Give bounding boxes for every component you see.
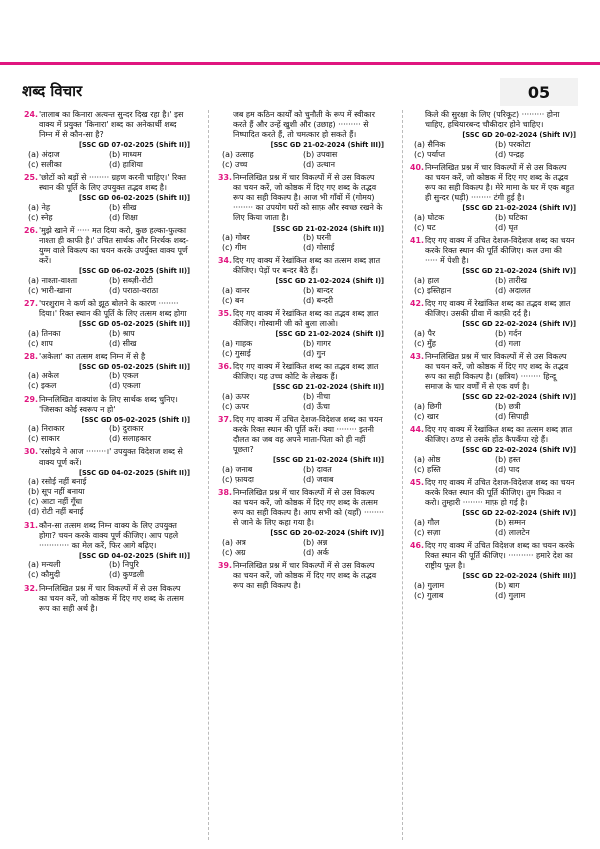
question-head [24,226,190,266]
question-head [218,309,384,329]
options-list [410,581,576,601]
question-text: जब हम कठिन कार्यों को चुनौती के रूप में स्वीकार करते हैं और उन्हें खुशी और (उछाह) ········· से निष्पादित करते हैं, तो चमत्कार हो सकते हैं। [233,110,375,140]
question-block [410,352,576,422]
question-block [24,299,190,349]
question-block [24,584,190,614]
answer-option: (b) श्राप [109,328,135,338]
answer-option: (d) हाशिया [109,159,143,169]
exam-source: [SSC GD 21-02-2024 (Shift I)] [275,277,384,286]
question-number: 35. [218,309,232,319]
question-head [410,352,576,392]
options-list [218,150,384,170]
options-list [410,455,576,475]
answer-option: (b) सूप नहीं बनाया [28,487,85,497]
answer-option: (b) छत्री [495,401,521,411]
answer-option: (a) ओष्ठ [414,454,441,464]
answer-option: (d) अदालत [495,285,531,295]
answer-option: (d) पन्द्रह [495,149,524,159]
question-head [24,173,190,193]
answer-option: (a) नाश्ता-वाश्ता [28,275,77,285]
question-block [24,352,190,392]
answer-option: (c) गुलाब [414,590,444,600]
answer-option: (c) हस्ति [414,464,441,474]
question-block [410,110,576,160]
exam-source: [SSC GD 22-02-2024 (Shift IV)] [462,320,576,329]
page-number: 05 [500,78,578,106]
answer-option: (a) घोटक [414,212,445,222]
answer-option: (d) शिक्षा [109,212,138,222]
answer-option: (c) इकल [28,381,57,391]
answer-option: (c) स्नेह [28,212,53,222]
question-number: 36. [218,361,232,371]
question-number: 33. [218,172,232,182]
exam-source: [SSC GD 21-02-2024 (Shift II)] [273,456,384,465]
answer-option: (c) कौमुदी [28,570,61,580]
options-list [24,203,190,223]
answer-option: (b) नीचा [303,391,331,401]
question-number: 39. [218,561,232,570]
answer-option: (a) अकेल [28,371,59,381]
exam-source: [SSC GD 04-02-2025 (Shift II)] [79,551,190,560]
question-text: निम्नलिखित प्रश्न में चार विकल्पों में से उस विकल्प का चयन करें, जो कोष्ठक में दिए गए शब्द के तद्भव रूप का सही विकल्प है। [233,561,377,591]
question-block [410,541,576,601]
question-block [218,362,384,412]
exam-source: [SSC GD 20-02-2024 (Shift IV)] [462,131,576,140]
answer-option: (b) बान्दर [303,285,334,295]
question-number: 25. [24,172,38,182]
question-block [218,415,384,485]
column-2 [218,110,384,594]
answer-option: (a) रसोई नहीं बनाई [28,477,87,487]
question-head [218,173,384,224]
answer-option: (d) लालटेन [495,527,530,537]
answer-option: (a) उत्साह [222,149,254,159]
question-head [410,110,576,130]
exam-source: [SSC GD 22-02-2024 (Shift IV)] [462,446,576,455]
column-1 [24,110,190,617]
question-number [410,110,425,130]
answer-option: (a) अत्र [222,537,246,547]
question-number: 45. [410,477,424,487]
answer-option: (b) तारीख [495,275,527,285]
exam-source: [SSC GD 21-02-2024 (Shift I)] [275,330,384,339]
answer-option: (a) पैर [414,328,436,338]
exam-source: [SSC GD 21-02-2024 (Shift II)] [273,224,384,233]
answer-option: (a) निराकार [28,424,65,434]
answer-option: (b) परकोटा [495,139,531,149]
question-number: 42. [410,298,424,308]
question-number: 29. [24,394,38,404]
answer-option: (d) गोसाई [303,243,335,253]
exam-source: [SSC GD 07-02-2025 (Shift II)] [79,141,190,150]
options-list [410,329,576,349]
options-list [24,276,190,296]
question-block [410,478,576,538]
question-head [410,478,576,508]
answer-option: (c) गुसाई [222,348,251,358]
question-number: 34. [218,256,232,266]
answer-option: (b) निपुरि [109,560,139,570]
answer-option: (c) घट [414,222,436,232]
answer-option: (c) गीम [222,243,247,253]
question-head [410,163,576,203]
question-block [218,256,384,306]
question-text: दिए गए वाक्य में रेखांकित शब्द का तत्सम शब्द ज्ञात कीजिए। पेड़ों पर बन्दर बैठे हैं। [233,256,381,276]
question-block [218,309,384,359]
top-accent-line [0,62,600,65]
answer-option: (a) जनाब [222,464,253,474]
question-text: दिए गए वाक्य में उचित देशज-विदेशज शब्द का चयन करके रिक्त स्थान की पूर्ति करें। क्या ········ इतनी दौलत का जब वह अपने माता-पिता को ही नहीं पूछता? [233,414,383,455]
options-list [410,213,576,233]
question-text: निम्नलिखित प्रश्न में चार विकल्पों में से उस विकल्प का चयन करें, जो कोष्ठक में दिए गए शब्द के तद्भव रूप का सही विकल्प है। (क्षत्रिय) ········ हिन्दू समाज के चार वर्णों में से एक वर्ण है। [425,351,569,392]
question-head [218,488,384,528]
exam-source: [SSC GD 21-02-2024 (Shift IV)] [462,267,576,276]
question-number: 37. [218,414,232,424]
answer-option: (c) खार [414,411,439,421]
question-head [24,584,190,614]
page-header [22,78,578,106]
answer-option: (b) दावत [303,464,332,474]
question-text: दिए गए वाक्य में रेखांकित शब्द का तत्सम शब्द ज्ञात कीजिए। ठण्ड से उसके होंठ कैपकँपा रहे हैं। [425,424,573,445]
answer-option: (d) अर्क [303,547,329,557]
question-text: 'मुझे खाने में ····· मत दिया करो, कुछ हल्का-फुल्का नाश्ता ही काफी है।' उचित सार्थक और निरर्थक शब्द-युग्म वाले विकल्प का चयन करके उपर्युक्त वाक्य पूर्ण करें। [39,225,189,266]
answer-option: (d) उत्थान [303,159,336,169]
question-head [24,299,190,319]
question-number: 46. [410,540,424,550]
answer-option: (b) एकल [109,371,139,381]
question-head [24,521,190,551]
question-columns [24,110,576,840]
answer-option: (c) सज़ा [414,527,441,537]
answer-option: (a) गोबर [222,232,250,242]
question-text: दिए गए वाक्य में रेखांकित शब्द का तद्भव शब्द ज्ञात कीजिए। यह उच्च कोटि के लेखक हैं। [233,361,379,382]
answer-option: (d) ऊँचा [303,401,330,411]
answer-option: (c) भारी-खाना [28,285,72,295]
exam-source: [SSC GD 21-02-2024 (Shift II)] [273,383,384,392]
answer-option: (b) गागर [303,338,331,348]
options-list [218,465,384,485]
answer-option: (c) साकार [28,434,60,444]
question-number: 40. [410,162,424,172]
answer-option: (a) मन्यली [28,560,61,570]
question-number: 44. [410,424,424,434]
question-block [24,521,190,581]
question-number: 41. [410,235,424,245]
answer-option: (c) फ़ायदा [222,474,254,484]
question-text: 'छोटों को बड़ों से ········ ग्रहण करनी चाहिए।' रिक्त स्थान की पूर्ति के लिए उपयुक्त तद्भव शब्द है। [39,172,186,193]
question-number: 32. [24,583,38,593]
answer-option: (d) गुलाम [495,590,526,600]
answer-option: (d) कुण्डली [109,570,145,580]
answer-option: (b) घरनी [303,232,331,242]
question-text: दिए गए वाक्य में उचित देशज-विदेशज शब्द का चयन करके रिक्त स्थान की पूर्ति कीजिए। तुम फिक्रा न करो। तुम्हारी ········ माफ़ हो गई है। [425,477,575,508]
answer-option: (c) मुँह [414,338,436,348]
answer-option: (b) सम्मन [495,517,526,527]
options-list [24,424,190,444]
answer-option: (c) आटा नहीं गूँधा [28,497,83,507]
answer-option: (c) बन [222,295,244,305]
options-list [218,339,384,359]
question-number [218,110,233,140]
question-text: निम्नलिखित प्रश्न में चार विकल्पों में से उस विकल्प का चयन करें, जो कोष्ठक में दिए गए शब्द के तद्भव रूप का सही विकल्प है। आज भी गाँवों में (गोमय) ········ का उपयोग घरों को साफ़ और स्वच्छ रखने के लिए किया जाता है। [233,172,383,223]
question-text: निम्नलिखित प्रश्न में चार विकल्पों में से उस विकल्प का चयन करें, जो कोष्ठक में दिए गए शब्द के तत्सम रूप का सही अर्थ है। [39,583,184,613]
question-block [24,226,190,296]
exam-source: [SSC GD 21-02-2024 (Shift III)] [270,141,384,150]
question-text: निम्नलिखित वाक्यांश के लिए सार्थक शब्द चुनिए। 'जिसका कोई स्वरूप न हो' [39,394,178,414]
answer-option: (b) अन्न [303,537,328,547]
question-block [218,173,384,253]
question-head [24,395,190,415]
question-block [410,236,576,296]
answer-option: (d) पराठा-वराठा [109,285,159,295]
column-3 [410,110,576,604]
answer-option: (a) गुलाम [414,580,445,590]
chapter-title: शब्द विचार [22,82,83,100]
question-text: दिए गए वाक्य में रेखांकित शब्द का तद्भव शब्द ज्ञात कीजिए। गोस्वामी जी को बुला लाओ। [233,309,379,329]
answer-option: (b) माध्यम [109,149,142,159]
answer-option: (d) सिपाही [495,411,529,421]
answer-option: (a) वानर [222,285,250,295]
answer-option: (d) गला [495,338,521,348]
question-number: 26. [24,225,38,235]
question-head [218,362,384,382]
question-head [410,425,576,445]
answer-option: (c) अग्र [222,547,246,557]
question-text: दिए गए वाक्य में रेखांकित शब्द का तद्भव शब्द ज्ञात कीजिए। उसकी ग्रीवा में काफ़ी दर्द है। [425,298,571,319]
question-number: 27. [24,298,38,308]
options-list [218,286,384,306]
question-number: 31. [24,520,38,530]
question-number: 38. [218,487,232,497]
options-list [24,477,190,517]
question-block [410,425,576,475]
answer-option: (b) सीख [109,202,137,212]
answer-option: (c) शाप [28,338,53,348]
options-list [218,392,384,412]
question-block [24,110,190,170]
answer-option: (a) हाल [414,275,440,285]
answer-option: (b) सब्ज़ी-रोटी [109,275,153,285]
question-number: 43. [410,351,424,361]
question-head [410,236,576,266]
question-block [218,561,384,591]
question-text: दिए गए वाक्य में उचित देशज-विदेशज शब्द का चयन करके रिक्त स्थान की पूर्ति कीजिए। कल उमा की ····· में पेशी है। [425,235,575,266]
answer-option: (d) गुन [303,348,326,358]
answer-option: (d) घृत [495,222,518,232]
options-list [410,402,576,422]
answer-option: (a) गाहक [222,338,253,348]
question-text: दिए गए वाक्य में उचित विदेशज शब्द का चयन करके रिक्त स्थान की पूर्ति कीजिए। ·········· हमारे देश का राष्ट्रीय फूल है। [425,540,575,570]
question-block [24,447,190,517]
options-list [24,371,190,391]
question-text: 'तालाब का किनारा अत्यन्त सुन्दर दिख रहा है।' इस वाक्य में प्रयुक्त 'किनारा' शब्द का अनेकार्थी शब्द निम्न में से कौन-सा है? [39,110,184,140]
answer-option: (d) एकला [109,381,141,391]
exam-source: [SSC GD 22-02-2024 (Shift III)] [462,572,576,581]
options-list [410,140,576,160]
answer-option: (c) उच्च [222,159,248,169]
answer-option: (b) बाग [495,580,520,590]
exam-source: [SSC GD 22-02-2024 (Shift IV)] [462,509,576,518]
question-head [218,256,384,276]
exam-source: [SSC GD 05-02-2025 (Shift II)] [79,362,190,371]
answer-option: (d) बन्दरी [303,295,334,305]
question-text: 'अकेला' का तत्सम शब्द निम्न में से है [39,351,146,361]
answer-option: (c) सलीका [28,159,62,169]
answer-option: (b) हस्त [495,454,521,464]
question-text: कौन-सा तत्सम शब्द निम्न वाक्य के लिए उपयुक्त होगा? चयन करके वाक्य पूर्ण कीजिए। आप पहले ············ का मेल करें, फिर आगे बढ़िए। [39,520,179,550]
question-text: किले की सुरक्षा के लिए (परिकूट) ········· होना चाहिए, हथियारबन्द चौकीदार होने चाहिए। [425,110,560,130]
question-number: 24. [24,110,38,119]
question-head [24,110,190,140]
answer-option: (c) पर्याप्त [414,149,446,159]
answer-option: (a) नेह [28,202,51,212]
options-list [24,329,190,349]
options-list [410,518,576,538]
options-list [24,150,190,170]
answer-option: (a) छिगी [414,401,442,411]
answer-option: (c) ऊपर [222,401,249,411]
question-block [24,395,190,445]
question-text: निम्नलिखित प्रश्न में चार विकल्पों में से उस विकल्प का चयन करें, जो कोष्ठक में दिए गए शब्द के तद्भव रूप का सही विकल्प है। मेरे मामा के घर में एक बहुत ही सुन्दर (घड़ी) ········ टंगी हुई है। [425,162,575,203]
question-text: 'परशुराम ने कर्ण को झूठ बोलने के कारण ········ दिया।' रिक्त स्थान की पूर्ति के लिए तत्सम शब्द होगा [39,298,187,319]
exam-source: [SSC GD 06-02-2025 (Shift II)] [79,267,190,276]
question-head [218,110,384,140]
exam-source: [SSC GD 06-02-2025 (Shift II)] [79,194,190,203]
question-block [218,488,384,558]
question-head [218,561,384,591]
options-list [24,560,190,580]
answer-option: (d) जवाब [303,474,334,484]
exam-source: [SSC GD 05-02-2025 (Shift II)] [79,320,190,329]
question-number: 28. [24,351,38,361]
exam-source: [SSC GD 04-02-2025 (Shift II)] [79,468,190,477]
answer-option: (a) सैनिक [414,139,446,149]
question-head [24,447,190,467]
options-list [218,538,384,558]
answer-option: (d) रोटी नहीं बनाई [28,507,84,517]
question-block [24,173,190,223]
answer-option: (a) तिनका [28,328,61,338]
exam-source: [SSC GD 20-02-2024 (Shift IV)] [270,529,384,538]
answer-option: (b) घटिका [495,212,528,222]
answer-option: (a) अंदाज [28,149,60,159]
answer-option: (b) उपवास [303,149,338,159]
question-block [410,163,576,233]
question-text: 'रसोइये ने आज ········।' उपयुक्त विदेशज शब्द से वाक्य पूर्ण करें। [39,447,183,467]
question-head [218,415,384,455]
answer-option: (b) गर्दन [495,328,522,338]
question-text: निम्नलिखित प्रश्न में चार विकल्पों में से उस विकल्प का चयन करें, जो कोष्ठक में दिए गए शब्द के तत्सम रूप का सही विकल्प है। आप सभी को (यहाँ) ········ से जाने के लिए कहा गया है। [233,487,385,528]
question-head [410,299,576,319]
answer-option: (d) पाद [495,464,520,474]
question-block [410,299,576,349]
exam-source: [SSC GD 05-02-2025 (Shift I)] [81,415,190,424]
answer-option: (a) गौल [414,517,440,527]
exam-source: [SSC GD 21-02-2024 (Shift IV)] [462,204,576,213]
answer-option: (c) इस्तिहान [414,285,452,295]
options-list [410,276,576,296]
answer-option: (d) सीख [109,338,137,348]
question-block [218,110,384,170]
answer-option: (a) ऊपर [222,391,250,401]
answer-option: (b) दुराकार [109,424,144,434]
question-head [410,541,576,571]
options-list [218,233,384,253]
answer-option: (d) सलाहकार [109,434,151,444]
question-head [24,352,190,362]
exam-source: [SSC GD 22-02-2024 (Shift IV)] [462,393,576,402]
question-number: 30. [24,447,38,457]
